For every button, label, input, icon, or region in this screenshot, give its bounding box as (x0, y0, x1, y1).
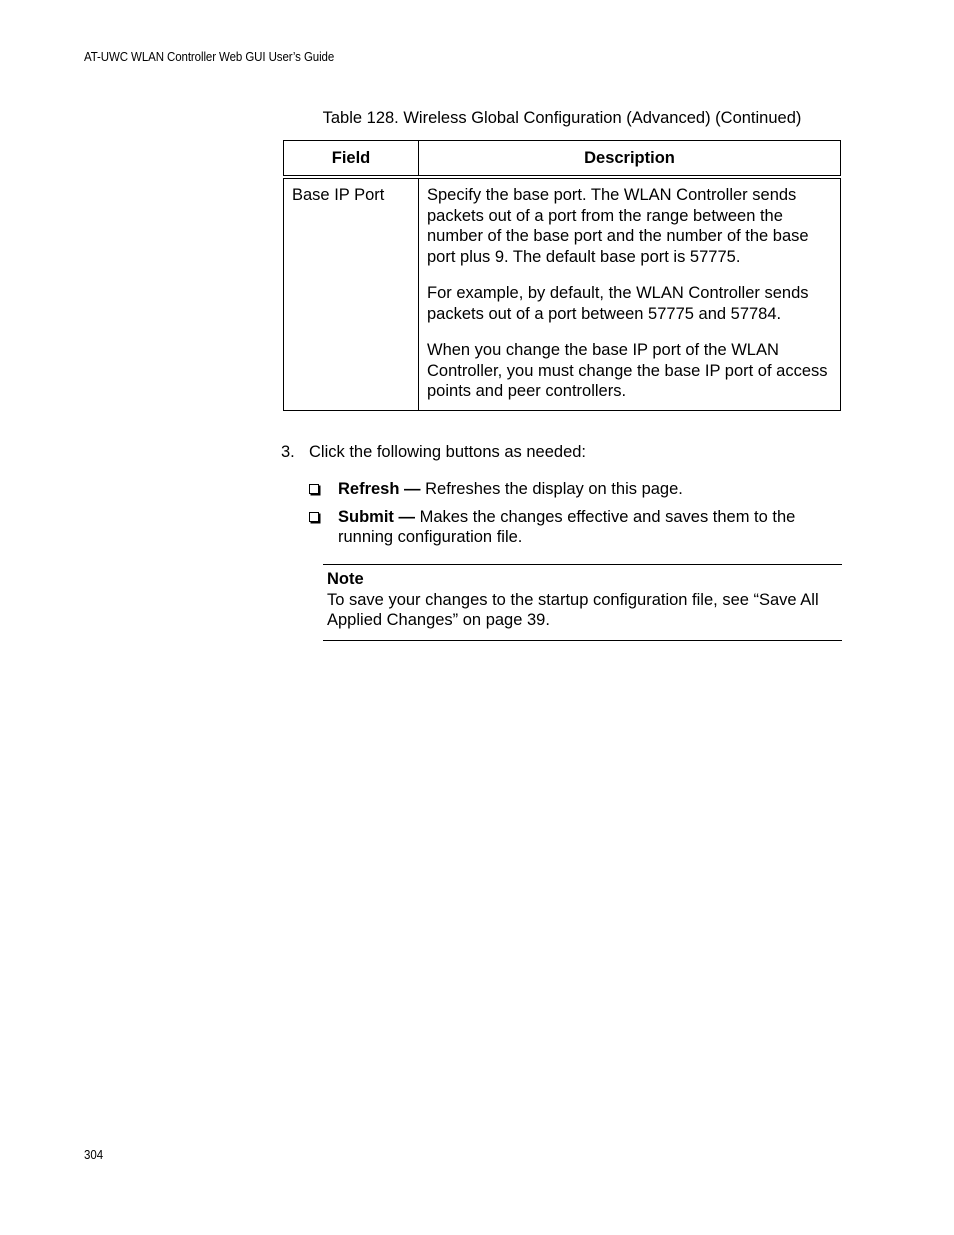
button-description: Makes the changes effective and saves them to the running configuration file. (338, 507, 796, 546)
button-description: Refreshes the display on this page. (420, 480, 683, 498)
list-item (309, 507, 849, 548)
field-cell: Base IP Port (284, 177, 419, 410)
list-item (309, 479, 849, 500)
description-cell (419, 177, 841, 410)
description-paragraph: Specify the base port. The WLAN Controller sends packets out of a port from the range between the number of the base port and the number of the base port plus 9. The default base port is 57775. (427, 186, 809, 266)
running-header: AT-UWC WLAN Controller Web GUI User’s Guide (84, 50, 335, 64)
note-box (323, 564, 842, 641)
step-number: 3. (281, 443, 295, 461)
button-name: Submit — (338, 507, 415, 526)
button-list (309, 479, 849, 555)
description-paragraph: For example, by default, the WLAN Controller sends packets out of a port between 57775 and 57784. (427, 284, 809, 323)
description-paragraph: When you change the base IP port of the WLAN Controller, you must change the base IP port of access points and peer controllers. (427, 341, 828, 400)
table-row (284, 177, 841, 410)
step-text: Click the following buttons as needed: (309, 443, 587, 461)
table-header-row (284, 141, 841, 178)
button-name: Refresh — (338, 480, 421, 498)
column-header-description: Description (419, 141, 841, 178)
procedure-step (281, 442, 586, 463)
note-title: Note (327, 570, 364, 588)
column-header-field: Field (284, 141, 419, 178)
checkbox-bullet-icon (309, 484, 319, 494)
table-caption: Table 128. Wireless Global Configuration (Advanced) (Continued) (322, 109, 802, 127)
configuration-table (283, 140, 841, 411)
note-text: To save your changes to the startup configuration file, see “Save All Applied Changes” on page 39. (327, 590, 819, 629)
checkbox-bullet-icon (309, 512, 319, 522)
page-number: 304 (84, 1148, 104, 1162)
